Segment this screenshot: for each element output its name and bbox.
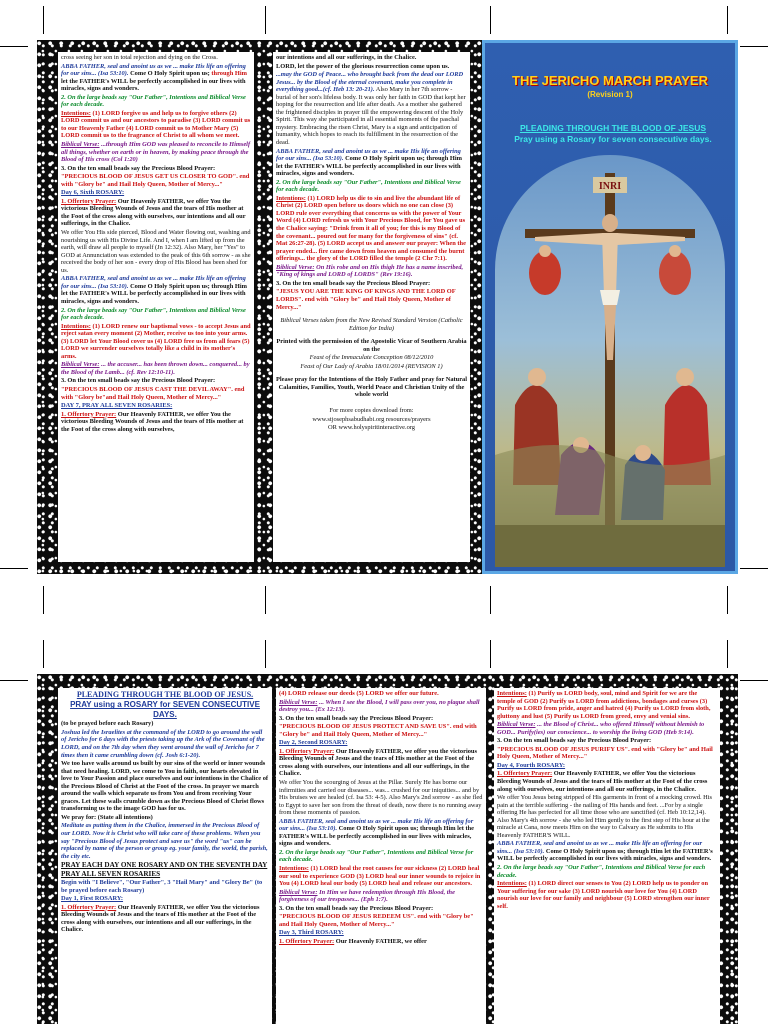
crop-mark [0, 568, 28, 569]
text: Come O Holy Spirit upon us; through Him let the FATHER's WILL be perfectly accomplished in our lives with miracles, signs and wonders. [279, 825, 474, 848]
instruction: 2. On the large beads say "Our Father", Intentions and Biblical Verse for each decade. [497, 864, 706, 879]
section-heading: PRAY using a ROSARY for SEVEN CONSECUTIVE DAYS. [70, 700, 260, 719]
instruction: 2. On the large beads say "Our Father", Intentions and Biblical Verse for each decade. [61, 306, 246, 322]
meditation-text: We offer You the scourging of Jesus at the Pillar. Surely He has borne our infirmities and carried our diseases... was... crushed for our iniquities... and by His bruises we are healed (cf. Isa 53: 4-5). Also Mary's 2nd sorrow - as she fled to Egypt to save her son from the threat of death, now there is no running away from these moments of passion. [279, 779, 483, 817]
crop-mark [0, 680, 28, 681]
section-heading: PLEADING THROUGH THE BLOOD OF JESUS. [76, 690, 254, 699]
crop-mark [490, 6, 491, 34]
verse-label: Biblical Verse: [61, 361, 100, 369]
offertory-text: Our Heavenly FATHER, we offer [334, 937, 427, 945]
text: Also Mary in her 7th sorrow - burial of her son's lifeless body. It was only her faith in GOD that kept her hoping for the resurrection and life after death. As a mother she gathered the frightened disciples in prayer till the empowering descent of the Holy Spirit. This way she participated in all essential moments of the paschal mystery. Embracing the risen Christ, Mary is a sign and anticipation of humanity, which hopes to reach its fulfillment in the resurrection of the dead. [276, 86, 466, 147]
day-heading: Day 2, Second ROSARY: [279, 739, 348, 747]
verse-label: Biblical Verse: [279, 698, 318, 706]
crop-mark [43, 586, 44, 614]
crop-mark [727, 586, 728, 614]
crop-mark [265, 586, 266, 614]
instruction: 2. On the large beads say "Our Father", Intentions and Biblical Verse for each decade. [279, 848, 474, 864]
intentions-text: (1) LORD forgive us and help us to forgive others (2) LORD commit us and our ancestors to paradise (3) LORD commit us to our Heavenly Father (4) LORD commit us to Mother Mary (5) LORD commit us to the fragrance of Christ to all whom we meet. [61, 109, 251, 140]
verse-label: Biblical Verse: [279, 888, 318, 896]
precious-blood-prayer: "PRECIOUS BLOOD OF JESUS PURIFY US". end with "Glory be" and Hail Holy Queen, Mother of Mercy..." [497, 745, 713, 761]
download-link[interactable]: OR www.holyspiritinteractive.org [328, 424, 415, 432]
offertory-label: 1. Offertory Prayer: [61, 410, 117, 418]
download-link[interactable]: www.stjosephsabudhabi.org resources/prayers [312, 415, 431, 423]
crucifixion-painting [495, 155, 725, 567]
precious-blood-prayer: "PRECIOUS BLOOD OF JESUS CAST THE DEVIL AWAY". end with "Glory be"and Hail Holy Queen, Mother of Mercy..." [61, 385, 245, 401]
offertory-text: Our Heavenly FATHER, we offer You the victorious Bleeding Wounds of Jesus and the tears of His mother at the Foot of the cross along with ourselves, our intentions and all our sufferings, in the Chalice. [61, 903, 260, 934]
text-block: We pray for: (State all intentions) [61, 813, 153, 821]
intentions-text: (1) LORD renew our baptismal vows - to accept Jesus and reject satan every moment (2) Mother, receive us too into your arms. (3) LORD let Your Blood cover us (4) LORD free us from all fears (5) LORD we surrender ourselves totally like a child in its mother's arms. [61, 322, 251, 360]
section-heading: PRAY EACH DAY ONE ROSARY AND ON THE SEVENTH DAY PRAY ALL SEVEN ROSARIES [61, 861, 268, 878]
crop-mark [265, 640, 266, 668]
verse-label: Biblical Verse: [276, 263, 315, 271]
text: Come O Holy Spirit upon us; through Him let the FATHER's WILL be perfectly accomplished in our lives with miracles, signs and wonders. [276, 155, 462, 178]
verse-label: Biblical Verse: [61, 141, 100, 149]
crop-mark [727, 6, 728, 34]
crop-mark [740, 680, 768, 681]
day-heading: Day 1, First ROSARY: [61, 895, 124, 903]
precious-blood-prayer: "PRECIOUS BLOOD OF JESUS REDEEM US". end with "Glory be" and Hail Holy Queen, Mother of Mercy..." [279, 913, 474, 928]
precious-blood-prayer: "PRECIOUS BLOOD OF JESUS GET US CLOSER TO GOD". end with "Glory be" and Hail Holy Queen, Mother of Mercy..." [61, 173, 250, 188]
day-heading: DAY 7, PRAY ALL SEVEN ROSARIES: [61, 402, 173, 410]
cover-title: THE JERICHO MARCH PRAYER [512, 73, 708, 88]
verse-text: ... the accuser... has been thrown down... conquered... by the Blood of the Lamb... (cf. Rev 12:10-11). [61, 361, 250, 376]
permission-note: Printed with the permission of the Apostolic Vicar of Southern Arabia on the [276, 338, 467, 353]
crop-mark [43, 640, 44, 668]
text: Come O Holy Spirit upon us; through Him let the FATHER's WILL be perfectly accomplished in our lives with miracles, signs and wonders. [497, 847, 713, 863]
verse-text: In Him we have redemption through His Blood, the forgiveness of our trespasses... (Eph 1:7). [279, 888, 455, 904]
instruction: 3. On the ten small beads say the Precious Blood Prayer: [276, 279, 431, 287]
verse: ABBA FATHER, seal and anoint us as we ... make His life an offering for our sins... (Isa 53:10). [279, 817, 474, 833]
cover-subtitle [493, 123, 733, 145]
crop-mark [490, 586, 491, 614]
offertory-text: Our Heavenly FATHER, we offer You the victorious Bleeding Wounds of Jesus and the tears of His mother at the Foot of the cross along with ourselves, our intentions and all our sufferings, in the Chalice. [61, 197, 246, 228]
cover-revision: (Revision 1) [587, 90, 633, 99]
verse-text: ... When I see the Blood, I will pass over you, no plague shall destroy you... (Ex 12:13). [279, 698, 480, 714]
text-block: cross seeing her son in total rejection and dying on the Cross. [61, 54, 218, 61]
offertory-text: Our Heavenly FATHER, we offer you the victorious Bleeding Wounds of Jesus and the tears of His mother at the Foot of the cross along with ourselves, our intentions and all our sufferings, in the Chalice. [279, 747, 477, 778]
instruction: 2. On the large beads say "Our Father", Intentions and Biblical Verse for each decade. [276, 178, 461, 194]
intentions-text: (1) LORD direct our senses to You (2) LORD help us to ponder on Your suffering for our sake (3) LORD nourish our love for You (4) LORD nourish our love for our family and neighbour (5) LORD strengthen our inner self. [497, 880, 710, 910]
crop-mark [740, 568, 768, 569]
bottom-left-panel [58, 688, 272, 1024]
offertory-label: 1. Offertory Prayer: [61, 197, 117, 205]
precious-blood-prayer: "PRECIOUS BLOOD OF JESUS PROTECT AND SAVE US". end with "Glory be" and Hail Holy Queen, Mother of Mercy..." [279, 723, 477, 738]
text-red: through Him [211, 70, 247, 78]
intentions-label: Intentions: [497, 880, 527, 888]
top-left-panel [58, 52, 254, 562]
verse: ABBA FATHER, seal and anoint us as we ... make His life an offering for our sins... (Isa 53:10). [497, 840, 703, 855]
offertory-label: 1. Offertory Prayer: [279, 747, 335, 755]
text: Come O Holy Spirit upon us; through Him let the FATHER's WILL be perfectly accomplished in our lives with miracles, signs and wonders. [61, 282, 247, 305]
instruction: 3. On the ten small beads say the Precious Blood Prayer: [61, 164, 216, 172]
day-heading: Day 4, Fourth ROSARY: [497, 761, 566, 769]
meditation-text: We offer You Jesus being stripped of His garments in front of a mocking crowd. His pain at the terrible suffering - the nailing of His hands and feet. ...For by a single offering He has perfected for all time those who are sanctified (cf. Heb 10:12,14). Also Mary's 4th sorrow - she who led Him gently to the first step of His hour at the miracle at Cana, now meets Him on the way to Calvary as He submits to His Heavenly FATHER'S WILL. [497, 794, 713, 839]
instruction: 3. On the ten small beads say the Precious Blood Prayer: [61, 377, 216, 385]
crop-mark [490, 640, 491, 668]
text-block: We too have walls around us built by our sins of the world or inner wounds that need healing. LORD, we come to You in faith, our hearts elevated in love to Your Passion and place ourselves and our intentions in the Chalice of the Precious Blood of Christ at the Foot of the cross. In prayer we march around the walls which separate us from You and from receiving Your graces. Let these walls crumble down as the Precious Blood of Christ flows transforming us to the image GOD has for us. [61, 760, 269, 813]
intentions-label: Intentions: [279, 865, 309, 873]
intentions-label: Intentions: [276, 194, 306, 202]
cover-panel [482, 40, 738, 574]
crop-mark [740, 46, 768, 47]
verse: ...may the GOD of Peace... who brought back from the dead our LORD Jesus... by the Blood of the eternal covenant, make you complete in everything good...(cf. Heb 13: 20-21). [276, 71, 464, 94]
crop-mark [43, 6, 44, 34]
verse: ABBA FATHER, seal and anoint us as we ... make His life an offering for our sins... (Isa 53:10). [276, 147, 461, 163]
intentions-text: (1) LORD help us die to sin and live the abundant life of Christ (2) LORD open before us doors which no one can close (3) LORD rule over everything that concerns us with the power of Your Word (4) LORD refresh us with Your Precious Blood, for You gave us the Chalice saying: "Drink from it all of you; for this is my Blood of the covenant... poured out for many for the forgiveness of sins" (cf. Mat 26:27-28). (5) LORD accept us and answer our prayer: When the prayer ended... fire came down from heaven and consumed the burnt offerings... the glory of the LORD filled the temple (2 Chr 7:1). [276, 194, 466, 263]
intentions-text: (4) LORD release our deeds (5) LORD we offer our future. [279, 690, 439, 697]
instruction: 2. On the large beads say "Our Father", Intentions and Biblical Verse for each decade. [61, 93, 246, 109]
verse: Joshua led the Israelites at the command of the LORD to go around the wall of Jericho for 6 days with the priests taking up the Ark of the Covenant of the LORD, and on the 7th day when they went around the wall of Jericho for 7 times then it came crumbling down (cf. Josh 6:1-20). [61, 728, 265, 759]
precious-blood-prayer: "JESUS YOU ARE THE KING OF KINGS AND THE LORD OF LORDS". end with "Glory be" and Hail Holy Queen, Mother of Mercy..." [276, 288, 456, 311]
offertory-text: Our Heavenly FATHER, we offer You the victorious Bleeding Wounds of Jesus and the tears of His mother at the Foot of the cross along with ourselves, [61, 410, 244, 433]
cover-subtitle-line: Pray using a Rosary for seven consecutive days. [514, 134, 712, 145]
meditation-text: Meditate as putting them in the Chalice, immersed in the Precious Blood of our LORD. Now it is Christ who will take care of these problems. When you say "Precious Blood of Jesus protect and save us" the word "us" can be replaced by name of the person or group eg. your family, the world, the parish, the city etc. [61, 822, 268, 860]
intentions-note: Please pray for the Intentions of the Holy Father and pray for Natural Calamities, Families, Youth, World Peace and Christian Unity of the whole world [276, 376, 467, 399]
intentions-text: (1) Purify us LORD body, soul, mind and Spirit for we are the temple of GOD (2) Purify us LORD from addictions, bondages and curses (3) Purify us LORD from pride, anger and hatred (4) Purify us LORD from sloth, gluttony and lust (5) Purify us LORD from greed, envy and venial sins. [497, 690, 711, 720]
bottom-middle-panel [276, 688, 486, 1024]
text: Come O Holy Spirit upon us; [128, 70, 212, 78]
instruction: 3. On the ten small beads say the Precious Blood Prayer: [279, 714, 434, 722]
cover-subtitle-line: PLEADING THROUGH THE BLOOD OF JESUS [519, 123, 707, 133]
source-note: Biblical Verses taken from the New Revised Standard Version (Catholic Edition for India) [280, 317, 463, 332]
text-block: LORD, let the power of the glorious resurrection come upon us. [276, 62, 450, 70]
download-note: For more copies download from: [329, 406, 414, 414]
intentions-label: Intentions: [61, 109, 91, 117]
verse-text: On His robe and on His thigh He has a name inscribed, "King of kings and LORD of LORDS" (Rev 19:16). [276, 263, 464, 279]
day-heading: Day 3, Third ROSARY: [279, 929, 344, 937]
intentions-text: (1) LORD heal the root causes for our sickness (2) LORD heal our soul to experience GOD (3) LORD heal our inner wounds to rejoice in You (4) LORD heal our body (5) LORD heal and release our ancestors. [279, 865, 481, 888]
day-heading: Day 6, Sixth ROSARY: [61, 189, 125, 197]
verse: ABBA FATHER, seal and anoint us as we ... make His life an offering for our sins... (Isa 53:10). [61, 275, 246, 290]
crucifixion-illustration [495, 155, 725, 567]
verse: ABBA FATHER, seal and anoint us as we ... make His life an offering for our sins... (Isa 53:10). [61, 62, 246, 78]
text: let the FATHER's WILL be perfectly accomplished in our lives with miracles, signs and wonders. [61, 77, 246, 93]
crop-mark [0, 46, 28, 47]
text-block: our intentions and all our sufferings, in the Chalice. [276, 54, 417, 61]
instruction: 3. On the ten small beads say the Precious Blood Prayer: [497, 737, 652, 745]
crop-mark [727, 640, 728, 668]
feast-date: Feast of the Immaculate Conception 08/12/2010 [309, 354, 434, 362]
instruction: Begin with "I Believe", "Our Father", 3 "Hail Mary" and "Glory Be" (to be prayed before each Rosary) [61, 879, 263, 894]
verse-label: Biblical Verse: [497, 721, 536, 729]
feast-date: Feast of Our Lady of Arabia 18/01/2014 (REVISION 1) [300, 362, 443, 370]
offertory-text: Our Heavenly FATHER, we offer You the victorious Bleeding Wounds of Jesus and the tears of His mother at the Foot of the cross along with ourselves, our intentions and all our sufferings, in the Chalice. [497, 770, 708, 793]
crop-mark [265, 6, 266, 34]
intentions-label: Intentions: [61, 322, 91, 330]
verse-text: ... the Blood of Christ... who offered Himself without blemish to GOD... Purify(ies) our conscience... to worship the living GOD (Heb 9:14). [497, 721, 705, 736]
meditation-text: We offer You His side pierced, Blood and Water flowing out, washing and nourishing us with His Divine Life. And I, when I am lifted up from the earth, will draw all people to myself (Jn 12:32). Also Mary, her "Yes" to GOD at Annunciation was extended to the peak of this 6th sorrow - as she received the body of her son - every drop of His Blood has been shed for us. [61, 229, 251, 274]
offertory-label: 1. Offertory Prayer: [497, 770, 553, 778]
offertory-label: 1. Offertory Prayer: [61, 903, 117, 911]
verse-text: ...through Him GOD was pleased to reconcile to Himself all things, whether on earth or in heaven, by making peace through the Blood of His cross (Col 1:20) [61, 141, 251, 164]
inri-sign: INRI [598, 181, 622, 192]
intentions-label: Intentions: [497, 690, 527, 697]
bottom-right-panel [494, 688, 720, 1024]
top-middle-panel [273, 52, 470, 562]
offertory-label: 1. Offertory Prayer: [279, 937, 335, 945]
instruction: 3. On the ten small beads say the Precious Blood Prayer: [279, 904, 434, 912]
subheading: (to be prayed before each Rosary) [61, 720, 154, 728]
